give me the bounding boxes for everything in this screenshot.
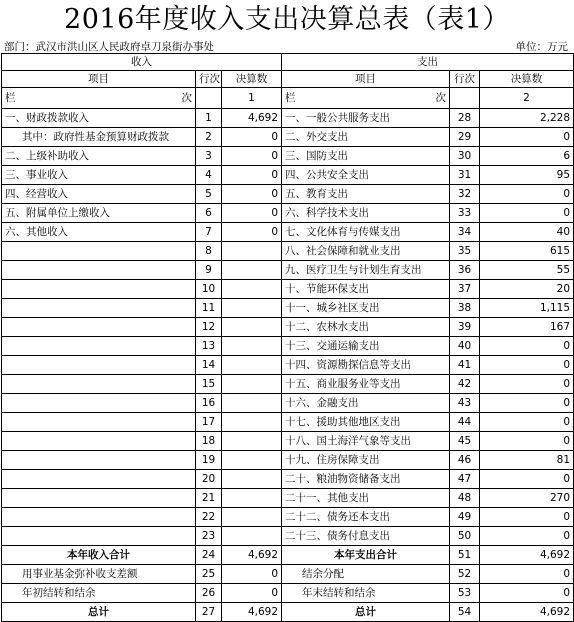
expense-row-number: 38 [450,299,480,318]
table-row [2,280,574,299]
income-amount-cell: 0 [222,147,282,166]
expense-amount-cell: 0 [480,584,574,603]
income-row-number: 19 [196,451,222,470]
income-row-number: 6 [196,204,222,223]
expense-amount-cell: 0 [480,565,574,584]
income-amount-cell [222,413,282,432]
income-row-number: 18 [196,432,222,451]
income-item-cell [2,470,196,489]
income-row-number: 5 [196,185,222,204]
expense-row-number: 42 [450,375,480,394]
income-section-header: 收入 [2,54,282,71]
expense-section-header: 支出 [282,54,574,71]
expense-row-number: 31 [450,166,480,185]
department-label: 部门：武汉市洪山区人民政府卓刀泉街办事处 [4,41,214,53]
column-index-row [2,88,574,109]
income-amount-cell [222,375,282,394]
expense-row-number: 33 [450,204,480,223]
income-row-number: 27 [196,603,222,622]
ci-label: 次 [435,91,447,104]
expense-item-cell: 三、国防支出 [282,147,450,166]
expense-amount-cell: 55 [480,261,574,280]
expense-row-number: 34 [450,223,480,242]
income-row-index-cell [196,88,222,109]
expense-column-number: 2 [480,88,574,109]
income-item-cell [2,280,196,299]
expense-amount-cell: 40 [480,223,574,242]
total-row [2,565,574,584]
expense-amount-cell: 0 [480,470,574,489]
income-row-number: 10 [196,280,222,299]
income-item-cell [2,299,196,318]
income-row-number: 17 [196,413,222,432]
table-row [2,109,574,128]
expense-item-cell: 十二、农林水支出 [282,318,450,337]
expense-amount-cell: 0 [480,356,574,375]
table-row [2,318,574,337]
expense-item-cell: 结余分配 [282,565,450,584]
income-row-number: 13 [196,337,222,356]
table-row [2,394,574,413]
income-amount-cell: 0 [222,128,282,147]
expense-amount-cell: 1,115 [480,299,574,318]
expense-item-cell: 总计 [282,603,450,622]
expense-row-number: 29 [450,128,480,147]
income-item-header: 项目 [2,71,196,88]
expense-row-number: 46 [450,451,480,470]
income-row-number: 8 [196,242,222,261]
ci-label: 次 [181,91,192,104]
income-row-number: 11 [196,299,222,318]
income-amount-cell: 4,692 [222,546,282,565]
income-amount-cell: 4,692 [222,603,282,622]
expense-item-cell: 二十三、债务付息支出 [282,527,450,546]
expense-amount-cell: 6 [480,147,574,166]
income-row-number: 20 [196,470,222,489]
income-column-number: 1 [222,88,282,109]
column-header-row [2,71,574,88]
expense-amount-cell: 167 [480,318,574,337]
expense-row-number: 28 [450,109,480,128]
summary-table [1,53,574,622]
income-amount-cell: 0 [222,584,282,603]
expense-item-cell: 年末结转和结余 [282,584,450,603]
expense-row-number: 35 [450,242,480,261]
income-row-number: 12 [196,318,222,337]
income-item-cell: 四、经营收入 [2,185,196,204]
income-amount-cell [222,280,282,299]
table-row [2,527,574,546]
expense-row-number: 41 [450,356,480,375]
expense-row-number: 39 [450,318,480,337]
expense-row-number: 32 [450,185,480,204]
income-amount-cell [222,432,282,451]
income-item-cell [2,432,196,451]
expense-item-cell: 十八、国土海洋气象等支出 [282,432,450,451]
expense-item-cell: 十六、金融支出 [282,394,450,413]
table-row [2,299,574,318]
expense-row-number: 52 [450,565,480,584]
income-item-cell: 总计 [2,603,196,622]
income-item-cell [2,337,196,356]
expense-row-number: 51 [450,546,480,565]
income-item-cell [2,451,196,470]
expense-item-cell: 十一、城乡社区支出 [282,299,450,318]
lan-label: 栏 [285,91,296,104]
table-row [2,508,574,527]
income-amount-cell: 0 [222,166,282,185]
income-amount-cell [222,356,282,375]
income-item-cell [2,356,196,375]
income-item-cell [2,394,196,413]
table-row [2,432,574,451]
table-row [2,356,574,375]
income-row-number: 14 [196,356,222,375]
table-row [2,489,574,508]
expense-amount-cell: 4,692 [480,603,574,622]
income-row-number: 21 [196,489,222,508]
income-amount-cell: 0 [222,185,282,204]
expense-amount-header: 决算数 [480,71,574,88]
table-row [2,204,574,223]
expense-item-cell: 十三、交通运输支出 [282,337,450,356]
expense-row-number: 44 [450,413,480,432]
total-row [2,584,574,603]
income-item-cell [2,489,196,508]
income-item-cell: 二、上级补助收入 [2,147,196,166]
income-amount-cell [222,299,282,318]
expense-amount-cell: 0 [480,337,574,356]
expense-row-number: 48 [450,489,480,508]
income-row-number: 22 [196,508,222,527]
table-row [2,147,574,166]
income-item-cell: 本年收入合计 [2,546,196,565]
lan-label: 栏 [5,91,16,104]
income-row-header: 行次 [196,71,222,88]
report-title: 2016年度收入支出决算总表（表1） [64,4,510,35]
income-item-cell [2,375,196,394]
income-amount-cell [222,508,282,527]
expense-item-cell: 八、社会保障和就业支出 [282,242,450,261]
income-amount-cell [222,261,282,280]
expense-item-cell: 二十、粮油物资储备支出 [282,470,450,489]
expense-amount-cell: 0 [480,394,574,413]
income-row-number: 24 [196,546,222,565]
income-amount-cell [222,394,282,413]
income-item-cell [2,508,196,527]
income-amount-cell: 0 [222,565,282,584]
income-row-number: 9 [196,261,222,280]
expense-amount-cell: 2,228 [480,109,574,128]
expense-row-index-cell [450,88,480,109]
expense-item-cell: 二十一、其他支出 [282,489,450,508]
expense-amount-cell: 20 [480,280,574,299]
income-item-cell [2,318,196,337]
expense-item-header: 项目 [282,71,450,88]
total-row [2,546,574,565]
income-row-number: 7 [196,223,222,242]
income-lan-ci-cell [2,88,196,109]
expense-row-header: 行次 [450,71,480,88]
expense-item-cell: 十七、援助其他地区支出 [282,413,450,432]
expense-amount-cell: 615 [480,242,574,261]
income-amount-cell [222,242,282,261]
expense-item-cell: 四、公共安全支出 [282,166,450,185]
expense-item-cell: 六、科学技术支出 [282,204,450,223]
expense-amount-cell: 0 [480,508,574,527]
income-amount-cell [222,527,282,546]
income-item-cell [2,527,196,546]
expense-row-number: 45 [450,432,480,451]
income-amount-cell: 4,692 [222,109,282,128]
expense-item-cell: 十、节能环保支出 [282,280,450,299]
income-amount-cell [222,470,282,489]
table-row [2,223,574,242]
income-item-cell: 年初结转和结余 [2,584,196,603]
table-row [2,166,574,185]
table-row [2,242,574,261]
table-row [2,375,574,394]
expense-item-cell: 十五、商业服务业等支出 [282,375,450,394]
expense-amount-cell: 0 [480,204,574,223]
expense-row-number: 36 [450,261,480,280]
income-item-cell: 三、事业收入 [2,166,196,185]
expense-item-cell: 十九、住房保障支出 [282,451,450,470]
income-row-number: 15 [196,375,222,394]
expense-amount-cell: 0 [480,413,574,432]
expense-row-number: 30 [450,147,480,166]
table-row [2,451,574,470]
expense-item-cell: 二、外交支出 [282,128,450,147]
expense-amount-cell: 0 [480,375,574,394]
income-amount-cell: 0 [222,223,282,242]
income-item-cell [2,242,196,261]
income-row-number: 26 [196,584,222,603]
income-item-cell: 六、其他收入 [2,223,196,242]
income-amount-cell [222,451,282,470]
income-row-number: 25 [196,565,222,584]
expense-row-number: 54 [450,603,480,622]
expense-amount-cell: 0 [480,128,574,147]
expense-item-cell: 九、医疗卫生与计划生育支出 [282,261,450,280]
total-row [2,603,574,622]
income-amount-cell: 0 [222,204,282,223]
expense-amount-cell: 0 [480,527,574,546]
expense-row-number: 47 [450,470,480,489]
table-row [2,413,574,432]
income-item-cell: 其中：政府性基金预算财政拨款 [2,128,196,147]
income-amount-cell [222,318,282,337]
income-item-cell: 一、财政拨款收入 [2,109,196,128]
table-row [2,185,574,204]
expense-row-number: 53 [450,584,480,603]
expense-lan-ci-cell [282,88,450,109]
income-row-number: 23 [196,527,222,546]
income-amount-header: 决算数 [222,71,282,88]
expense-row-number: 37 [450,280,480,299]
expense-row-number: 40 [450,337,480,356]
expense-item-cell: 二十二、债务还本支出 [282,508,450,527]
income-item-cell: 用事业基金弥补收支差额 [2,565,196,584]
table-row [2,128,574,147]
income-item-cell [2,261,196,280]
income-amount-cell [222,489,282,508]
income-row-number: 4 [196,166,222,185]
income-item-cell: 五、附属单位上缴收入 [2,204,196,223]
expense-amount-cell: 0 [480,185,574,204]
income-row-number: 3 [196,147,222,166]
expense-amount-cell: 95 [480,166,574,185]
income-row-number: 2 [196,128,222,147]
income-amount-cell [222,337,282,356]
expense-amount-cell: 270 [480,489,574,508]
expense-amount-cell: 0 [480,432,574,451]
expense-item-cell: 五、教育支出 [282,185,450,204]
income-item-cell [2,413,196,432]
table-row [2,337,574,356]
expense-item-cell: 十四、资源勘探信息等支出 [282,356,450,375]
unit-label: 单位：万元 [515,41,568,53]
table-row [2,470,574,489]
expense-row-number: 49 [450,508,480,527]
expense-item-cell: 一、一般公共服务支出 [282,109,450,128]
expense-amount-cell: 81 [480,451,574,470]
expense-amount-cell: 4,692 [480,546,574,565]
table-row [2,261,574,280]
section-header-row [2,54,574,71]
expense-row-number: 50 [450,527,480,546]
income-row-number: 16 [196,394,222,413]
expense-row-number: 43 [450,394,480,413]
income-row-number: 1 [196,109,222,128]
expense-item-cell: 七、文化体育与传媒支出 [282,223,450,242]
expense-item-cell: 本年支出合计 [282,546,450,565]
